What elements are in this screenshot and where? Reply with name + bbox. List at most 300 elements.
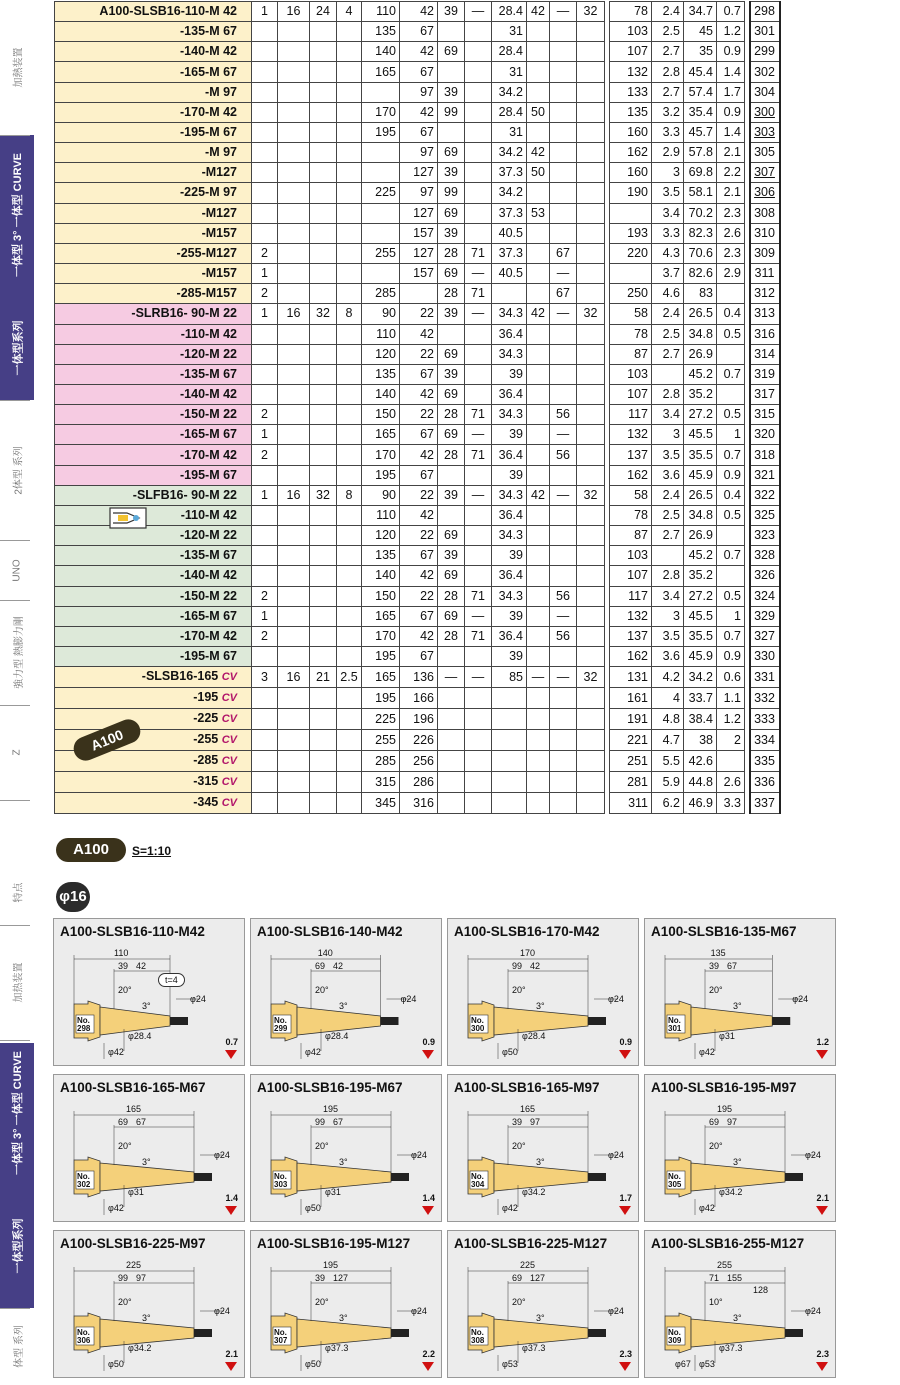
page-ref: 326: [750, 566, 780, 586]
value-cell: [310, 647, 337, 667]
scale-label: S=1:10: [132, 844, 172, 858]
weight-arrow-icon: [422, 1206, 434, 1215]
side-nav-item[interactable]: [0, 135, 34, 295]
dia-body: φ42: [108, 1203, 124, 1213]
value-cell: 78: [610, 505, 652, 525]
value-cell: [252, 122, 278, 142]
value-cell: 195: [362, 122, 400, 142]
value-cell: 4: [652, 688, 684, 709]
value-cell: [278, 243, 310, 263]
value-cell: 2: [252, 405, 278, 425]
page-ref: 336: [750, 772, 780, 793]
value-cell: 110: [362, 505, 400, 525]
value-cell: 160: [610, 122, 652, 142]
value-cell: [278, 425, 310, 445]
page-ref: 337: [750, 793, 780, 814]
value-cell: 0.7: [717, 2, 745, 22]
drawing-card: [250, 1230, 442, 1378]
value-cell: 165: [362, 606, 400, 626]
dia-body: φ53: [502, 1359, 518, 1369]
value-cell: 45.4: [684, 62, 717, 82]
angle-label: 20°: [315, 1141, 329, 1151]
value-cell: [527, 586, 550, 606]
model-cell: -M127: [55, 163, 252, 183]
value-cell: [717, 384, 745, 404]
side-nav-item[interactable]: [0, 295, 34, 400]
weight-arrow-icon: [225, 1362, 237, 1371]
dim-b: 97: [530, 1117, 541, 1127]
taper-label: 3°: [536, 1157, 545, 1167]
value-cell: [577, 243, 605, 263]
holder-no: No. 301: [668, 1016, 682, 1033]
value-cell: [310, 143, 337, 163]
dim-overall: 225: [126, 1260, 142, 1270]
value-cell: [278, 183, 310, 203]
value-cell: [577, 364, 605, 384]
value-cell: 2: [252, 284, 278, 304]
value-cell: 67: [400, 364, 438, 384]
side-nav-item[interactable]: [0, 860, 34, 925]
value-cell: 42: [400, 42, 438, 62]
value-cell: [550, 163, 577, 183]
drawing-title: A100-SLSB16-255-M127: [651, 1236, 805, 1251]
page-ref: 317: [750, 384, 780, 404]
value-cell: [310, 709, 337, 730]
value-cell: [337, 445, 362, 465]
weight-arrow-icon: [422, 1362, 434, 1371]
value-cell: 28.4: [492, 102, 527, 122]
dia-body: φ50: [305, 1203, 321, 1213]
side-nav-item[interactable]: [0, 705, 34, 800]
value-cell: [310, 223, 337, 243]
table-row: [55, 122, 780, 142]
value-cell: 22: [400, 526, 438, 546]
dia-taper: φ37.3: [522, 1343, 546, 1353]
table-row: [55, 384, 780, 404]
value-cell: 36.4: [492, 626, 527, 646]
value-cell: 150: [362, 586, 400, 606]
value-cell: 42: [527, 304, 550, 324]
dim-b: 42: [136, 961, 147, 971]
value-cell: 21: [310, 667, 337, 688]
dim-b: 42: [333, 961, 344, 971]
dia-taper: φ28.4: [325, 1031, 349, 1041]
page-ref: 305: [750, 143, 780, 163]
value-cell: 117: [610, 405, 652, 425]
value-cell: [252, 183, 278, 203]
dim-b: 42: [530, 961, 541, 971]
page-ref: 327: [750, 626, 780, 646]
value-cell: [310, 546, 337, 566]
value-cell: [465, 546, 492, 566]
dim-a: 99: [512, 961, 523, 971]
page-ref: 321: [750, 465, 780, 485]
value-cell: [527, 122, 550, 142]
side-nav-item[interactable]: [0, 0, 34, 135]
taper-label: 3°: [142, 1313, 151, 1323]
page-ref: 314: [750, 344, 780, 364]
value-cell: 2.6: [717, 223, 745, 243]
weight-arrow-icon: [619, 1362, 631, 1371]
model-cell: -195-M 67: [55, 647, 252, 667]
value-cell: [577, 163, 605, 183]
value-cell: [252, 344, 278, 364]
value-cell: [577, 324, 605, 344]
page-ref: 320: [750, 425, 780, 445]
value-cell: [252, 163, 278, 183]
page-ref: 310: [750, 223, 780, 243]
value-cell: 45.2: [684, 546, 717, 566]
page-ref: 333: [750, 709, 780, 730]
value-cell: [465, 143, 492, 163]
value-cell: 67: [400, 22, 438, 42]
value-cell: [310, 344, 337, 364]
value-cell: 3.6: [652, 465, 684, 485]
value-cell: 39: [492, 364, 527, 384]
value-cell: 2: [717, 730, 745, 751]
value-cell: 28.4: [492, 42, 527, 62]
value-cell: 2.9: [652, 143, 684, 163]
value-cell: 34.8: [684, 505, 717, 525]
value-cell: [310, 284, 337, 304]
value-cell: [310, 22, 337, 42]
value-cell: [310, 324, 337, 344]
table-row: [55, 364, 780, 384]
value-cell: 32: [577, 667, 605, 688]
value-cell: 42: [527, 2, 550, 22]
model-cell: -SLFB16- 90-M 22: [55, 485, 252, 505]
value-cell: [527, 344, 550, 364]
side-nav-item[interactable]: [0, 1308, 34, 1385]
page-ref: 322: [750, 485, 780, 505]
weight-arrow-icon: [619, 1206, 631, 1215]
value-cell: 191: [610, 709, 652, 730]
value-cell: 1: [252, 425, 278, 445]
weight-arrow-icon: [619, 1050, 631, 1059]
value-cell: [310, 425, 337, 445]
value-cell: 3.6: [652, 647, 684, 667]
value-cell: [278, 143, 310, 163]
value-cell: [278, 546, 310, 566]
value-cell: [252, 730, 278, 751]
side-nav-item[interactable]: [0, 1183, 34, 1308]
value-cell: 35.5: [684, 626, 717, 646]
value-cell: [278, 465, 310, 485]
value-cell: [252, 102, 278, 122]
value-cell: 90: [362, 304, 400, 324]
page-ref: 307: [750, 163, 780, 183]
dim-overall: 165: [126, 1104, 142, 1114]
model-cell: -255 CV: [55, 730, 252, 751]
value-cell: 311: [610, 793, 652, 814]
value-cell: [550, 526, 577, 546]
value-cell: [550, 344, 577, 364]
value-cell: 35.2: [684, 384, 717, 404]
value-cell: [465, 465, 492, 485]
value-cell: 2.1: [717, 183, 745, 203]
value-cell: 255: [362, 730, 400, 751]
value-cell: [310, 163, 337, 183]
value-cell: 1.4: [717, 62, 745, 82]
value-cell: 39: [438, 364, 465, 384]
page-ref: 332: [750, 688, 780, 709]
side-nav-label: 加热装置: [13, 962, 25, 1003]
value-cell: 67: [400, 647, 438, 667]
value-cell: [337, 102, 362, 122]
value-cell: 2.4: [652, 2, 684, 22]
value-cell: [278, 284, 310, 304]
value-cell: 24: [310, 2, 337, 22]
value-cell: 35.5: [684, 445, 717, 465]
dim-overall: 195: [717, 1104, 733, 1114]
value-cell: 39: [438, 485, 465, 505]
page-ref: 311: [750, 264, 780, 284]
weight-arrow-icon: [816, 1206, 828, 1215]
taper-label: 3°: [339, 1313, 348, 1323]
dim-overall: 255: [717, 1260, 733, 1270]
value-cell: 34.3: [492, 485, 527, 505]
value-cell: 67: [400, 122, 438, 142]
value-cell: 4.2: [652, 667, 684, 688]
drawing-title: A100-SLSB16-195-M127: [257, 1236, 411, 1251]
value-cell: [577, 425, 605, 445]
value-cell: [252, 223, 278, 243]
value-cell: [310, 62, 337, 82]
table-row: [55, 606, 780, 626]
value-cell: 28: [438, 243, 465, 263]
value-cell: 22: [400, 304, 438, 324]
value-cell: [527, 243, 550, 263]
value-cell: 316: [400, 793, 438, 814]
value-cell: 2.8: [652, 566, 684, 586]
value-cell: [577, 647, 605, 667]
model-cell: -285 CV: [55, 751, 252, 772]
dim-a: 39: [512, 1117, 523, 1127]
table-row: [55, 688, 780, 709]
weight-arrow-icon: [225, 1050, 237, 1059]
table-row: [55, 751, 780, 772]
value-cell: [337, 143, 362, 163]
value-cell: 3.4: [652, 203, 684, 223]
value-cell: 195: [362, 688, 400, 709]
value-cell: 26.9: [684, 526, 717, 546]
value-cell: 1: [252, 2, 278, 22]
value-cell: 166: [400, 688, 438, 709]
value-cell: 162: [610, 143, 652, 163]
page-ref: 316: [750, 324, 780, 344]
value-cell: [310, 203, 337, 223]
value-cell: 50: [527, 102, 550, 122]
weight-arrow-icon: [816, 1050, 828, 1059]
value-cell: 90: [362, 485, 400, 505]
dim-a: 99: [118, 1273, 129, 1283]
side-nav-item[interactable]: [0, 1043, 34, 1183]
value-cell: [310, 505, 337, 525]
side-nav-label: 特点: [13, 882, 25, 903]
value-cell: 39: [438, 546, 465, 566]
holder-no: No. 309: [668, 1328, 682, 1345]
value-cell: 42: [400, 626, 438, 646]
value-cell: 0.7: [717, 364, 745, 384]
value-cell: [337, 82, 362, 102]
dia-body: φ53: [699, 1359, 715, 1369]
value-cell: [278, 586, 310, 606]
value-cell: [310, 122, 337, 142]
value-cell: 39: [438, 304, 465, 324]
value-cell: 69.8: [684, 163, 717, 183]
value-cell: 27.2: [684, 405, 717, 425]
value-cell: [438, 688, 465, 709]
dia-body: φ42: [699, 1203, 715, 1213]
value-cell: [465, 22, 492, 42]
table-row: [55, 42, 780, 62]
value-cell: 2: [252, 586, 278, 606]
value-cell: 97: [400, 183, 438, 203]
side-nav-label: 体型 系列: [13, 1325, 25, 1368]
value-cell: —: [465, 485, 492, 505]
value-cell: [337, 364, 362, 384]
value-cell: [278, 82, 310, 102]
model-cell: -345 CV: [55, 793, 252, 814]
value-cell: 2.3: [717, 243, 745, 263]
value-cell: —: [550, 606, 577, 626]
value-cell: [527, 82, 550, 102]
value-cell: 34.7: [684, 2, 717, 22]
value-cell: [278, 445, 310, 465]
side-nav-item[interactable]: [0, 600, 34, 705]
model-cell: -SLRB16- 90-M 22: [55, 304, 252, 324]
weight-value: 0.7: [225, 1037, 238, 1047]
value-cell: [337, 384, 362, 404]
angle-label: 20°: [709, 1141, 723, 1151]
dim-overall: 110: [114, 948, 129, 958]
value-cell: 2.2: [717, 163, 745, 183]
value-cell: [577, 42, 605, 62]
value-cell: [465, 751, 492, 772]
value-cell: [550, 709, 577, 730]
value-cell: 193: [610, 223, 652, 243]
side-nav-item[interactable]: [0, 400, 34, 540]
value-cell: 2.8: [652, 384, 684, 404]
side-nav-item[interactable]: [0, 540, 34, 600]
value-cell: 161: [610, 688, 652, 709]
value-cell: [337, 405, 362, 425]
value-cell: —: [550, 304, 577, 324]
value-cell: [550, 203, 577, 223]
value-cell: [337, 626, 362, 646]
value-cell: 22: [400, 485, 438, 505]
angle-label: 20°: [709, 985, 723, 995]
drawing-card: [644, 1074, 836, 1222]
value-cell: 33.7: [684, 688, 717, 709]
value-cell: [550, 688, 577, 709]
value-cell: 190: [610, 183, 652, 203]
dim-a: 39: [315, 1273, 326, 1283]
value-cell: 69: [438, 264, 465, 284]
value-cell: 56: [550, 626, 577, 646]
value-cell: [577, 566, 605, 586]
dia-tip: φ24: [805, 1306, 821, 1316]
value-cell: 103: [610, 546, 652, 566]
value-cell: 69: [438, 606, 465, 626]
value-cell: 37.3: [492, 243, 527, 263]
value-cell: 2: [252, 243, 278, 263]
side-nav: [0, 0, 34, 1385]
value-cell: 0.5: [717, 505, 745, 525]
value-cell: 127: [400, 163, 438, 183]
value-cell: 132: [610, 62, 652, 82]
side-nav-item[interactable]: [0, 925, 34, 1040]
value-cell: —: [465, 667, 492, 688]
value-cell: [527, 772, 550, 793]
value-cell: 28: [438, 405, 465, 425]
value-cell: 110: [362, 2, 400, 22]
weight-value: 1.4: [225, 1193, 238, 1203]
model-cell: -135-M 67: [55, 546, 252, 566]
value-cell: 2.4: [652, 304, 684, 324]
dia-body: φ50: [108, 1359, 124, 1369]
value-cell: 53: [527, 203, 550, 223]
value-cell: 0.5: [717, 586, 745, 606]
value-cell: 3.3: [652, 122, 684, 142]
dia-taper: φ31: [128, 1187, 144, 1197]
value-cell: [278, 751, 310, 772]
table-row: [55, 22, 780, 42]
value-cell: 2.9: [717, 264, 745, 284]
value-cell: 2: [252, 626, 278, 646]
value-cell: 220: [610, 243, 652, 263]
value-cell: 36.4: [492, 566, 527, 586]
value-cell: 67: [400, 606, 438, 626]
value-cell: [527, 22, 550, 42]
dia-body: φ42: [502, 1203, 518, 1213]
value-cell: [577, 772, 605, 793]
value-cell: 0.9: [717, 465, 745, 485]
dia-taper: φ28.4: [128, 1031, 152, 1041]
value-cell: [252, 647, 278, 667]
drawing-title: A100-SLSB16-165-M67: [60, 1080, 206, 1095]
value-cell: [465, 62, 492, 82]
value-cell: 37.3: [492, 163, 527, 183]
value-cell: 2.8: [652, 62, 684, 82]
value-cell: [278, 203, 310, 223]
value-cell: [465, 709, 492, 730]
page-ref: 315: [750, 405, 780, 425]
value-cell: [252, 143, 278, 163]
dim-b: 67: [727, 961, 738, 971]
value-cell: [337, 163, 362, 183]
angle-label: 20°: [118, 985, 132, 995]
weight-value: 0.9: [422, 1037, 435, 1047]
value-cell: 45: [684, 22, 717, 42]
value-cell: [252, 793, 278, 814]
value-cell: 71: [465, 405, 492, 425]
value-cell: —: [550, 485, 577, 505]
angle-label: 20°: [512, 1141, 526, 1151]
value-cell: 39: [438, 223, 465, 243]
value-cell: 251: [610, 751, 652, 772]
value-cell: [278, 344, 310, 364]
value-cell: 137: [610, 626, 652, 646]
value-cell: [577, 143, 605, 163]
value-cell: 225: [362, 709, 400, 730]
value-cell: [550, 82, 577, 102]
value-cell: 57.8: [684, 143, 717, 163]
value-cell: 3.7: [652, 264, 684, 284]
dia-tip: φ24: [214, 1306, 230, 1316]
dia-taper: φ37.3: [325, 1343, 349, 1353]
table-row: [55, 405, 780, 425]
